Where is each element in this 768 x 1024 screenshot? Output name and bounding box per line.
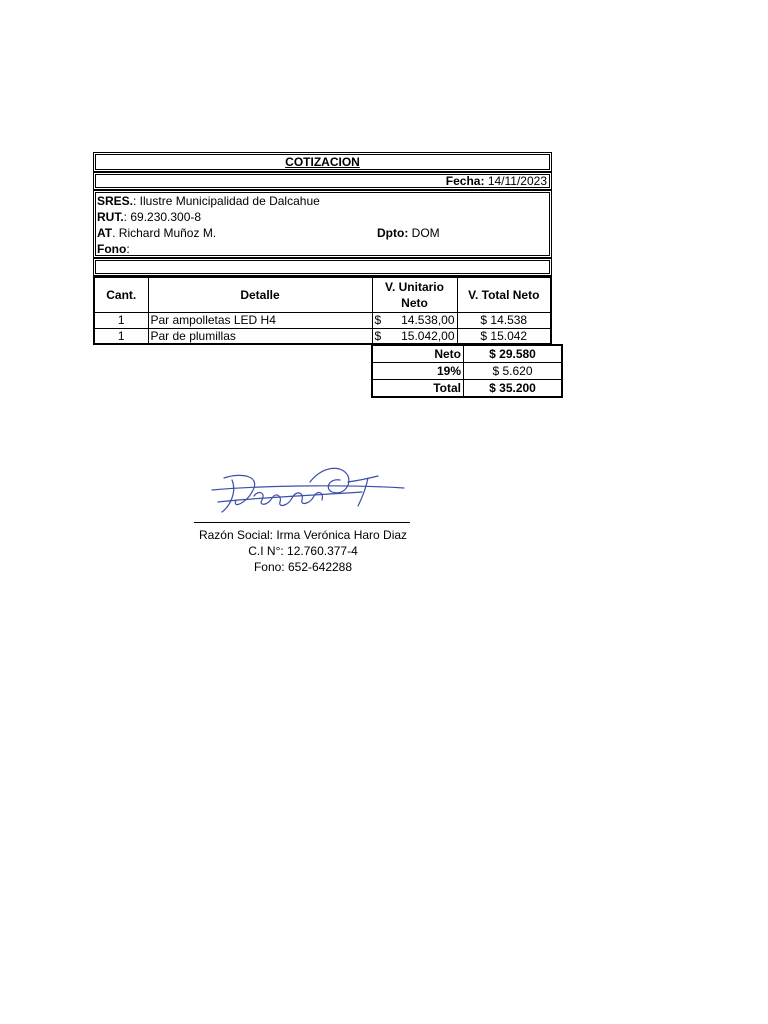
cell-cant: 1: [94, 312, 148, 328]
totals-row-neto: [372, 345, 562, 363]
totals-row-iva: [372, 363, 562, 380]
rut-value: : 69.230.300-8: [123, 210, 202, 224]
header-cant: Cant.: [94, 277, 148, 312]
dpto-label: Dpto:: [377, 226, 409, 240]
cell-unit: [372, 312, 457, 328]
cell-currency: $: [374, 313, 382, 327]
iva-value: $ 5.620: [464, 363, 563, 380]
totals-row-total: [372, 380, 562, 398]
signature-line: [194, 522, 410, 523]
cell-cant: 1: [94, 328, 148, 344]
iva-label: 19%: [372, 363, 464, 380]
document-title: COTIZACION: [285, 155, 360, 169]
neto-label: Neto: [372, 345, 464, 363]
cell-currency: $: [374, 328, 382, 343]
footer-razon-social: Razón Social: Irma Verónica Haro Diaz: [198, 528, 408, 542]
sres-value: : Ilustre Municipalidad de Dalcahue: [133, 194, 320, 208]
totals-table: [371, 344, 563, 398]
date-value: 14/11/2023: [487, 174, 547, 188]
header-detalle: Detalle: [148, 277, 372, 312]
header-total: V. Total Neto: [457, 277, 551, 312]
total-value: $ 35.200: [464, 380, 563, 398]
signature-image: [192, 462, 412, 522]
footer-ci: C.I N°: 12.760.377-4: [248, 544, 358, 558]
client-info-box: [93, 190, 552, 258]
client-sres-row: [97, 193, 549, 209]
at-value: . Richard Muñoz M.: [112, 226, 217, 240]
header-unit: V. Unitario Neto: [372, 277, 457, 312]
dpto-value: DOM: [408, 226, 440, 240]
table-row: [94, 328, 551, 344]
rut-label: RUT.: [97, 210, 124, 224]
cell-detalle: Par de plumillas: [148, 328, 372, 344]
document-title-box: [93, 152, 552, 172]
table-header-row: [94, 277, 551, 312]
client-rut-row: [97, 209, 549, 225]
cell-unit-value: 15.042,00: [401, 328, 455, 343]
cell-unit-value: 14.538,00: [401, 313, 455, 327]
date-box: [93, 172, 552, 190]
date-label: Fecha:: [445, 174, 485, 188]
cell-total: $ 15.042: [457, 328, 551, 344]
items-table: [93, 276, 552, 345]
neto-value: $ 29.580: [464, 345, 563, 363]
cell-detalle: Par ampolletas LED H4: [148, 312, 372, 328]
dpto-field: [377, 225, 440, 241]
fono-value: :: [126, 242, 130, 256]
table-row: [94, 312, 551, 328]
at-label: AT: [97, 226, 113, 240]
footer-fono: Fono: 652-642288: [253, 560, 353, 574]
sres-label: SRES.: [97, 194, 134, 208]
cell-total: $ 14.538: [457, 312, 551, 328]
client-fono-row: [97, 241, 549, 257]
spacer-box: [93, 258, 552, 276]
cell-unit: [372, 328, 457, 344]
client-at-row: [97, 225, 549, 241]
fono-label: Fono: [97, 242, 127, 256]
total-label: Total: [372, 380, 464, 398]
